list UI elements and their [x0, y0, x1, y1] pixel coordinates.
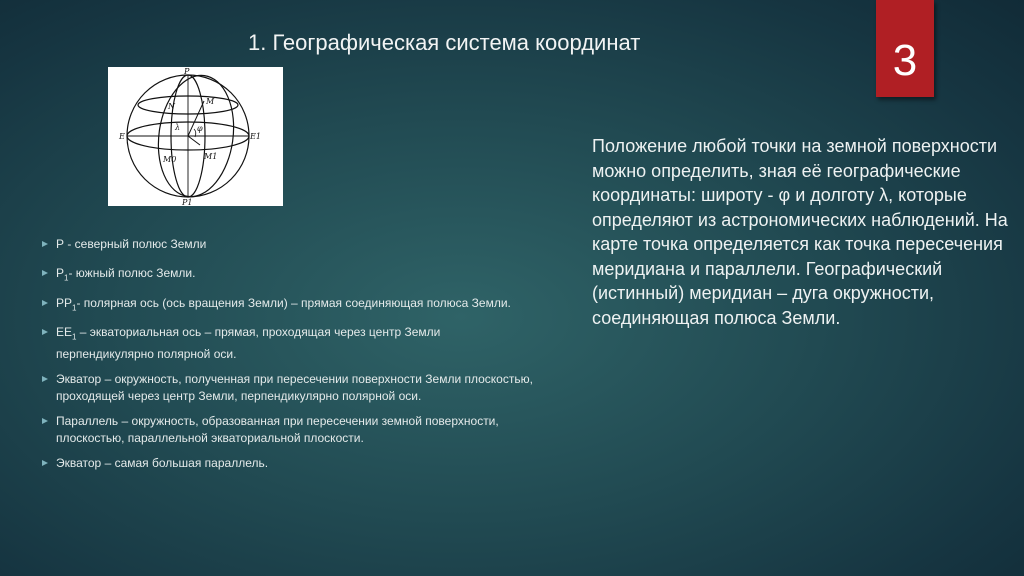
label-m: M	[206, 97, 215, 106]
slide-number-badge	[876, 0, 934, 97]
label-p: P	[184, 67, 190, 76]
list-item: Экватор – окружность, полученная при пересечении поверхности Земли плоскостью, проходящей через центр Земли, перпендикулярно полярной оси.	[40, 371, 540, 405]
radius-to-m1	[188, 136, 200, 145]
definitions-list	[40, 236, 540, 480]
label-n: N	[168, 102, 175, 111]
slide-number: 3	[892, 36, 918, 85]
list-item: Экватор – самая большая параллель.	[40, 455, 540, 472]
label-e: E	[119, 132, 125, 141]
label-m1: M1	[204, 152, 218, 161]
list-item: $PP_1-$ полярная ось (ось вращения Земли) – прямая соединяющая полюса Земли.	[40, 295, 540, 316]
label-m0: M0	[163, 155, 177, 164]
list-item: $EE_1$ – экваториальная ось – прямая, проходящая через центр Земли перпендикулярно полярной оси.	[40, 324, 540, 362]
list-item: P - северный полюс Земли	[40, 236, 540, 257]
label-p1: P1	[182, 198, 193, 206]
coordinates-description: Положение любой точки на земной поверхности можно определить, зная её географические координаты: широту - φ и долготу λ, которые определяют из астрономических наблюдений. На карте точка определяется как точка пересечения меридиана и параллели. Географический (истинный) меридиан – дуга окружности, соединяющая полюса Земли.	[592, 136, 1008, 328]
label-phi: φ	[197, 124, 203, 133]
list-item: Параллель – окружность, образованная при пересечении земной поверхности, плоскостью, параллельной экваториальной плоскости.	[40, 413, 540, 447]
list-item: $P_1-$ южный полюс Земли.	[40, 265, 540, 286]
label-e1: E1	[250, 132, 261, 141]
globe-diagram-svg	[108, 67, 283, 206]
globe-coordinates-diagram	[108, 67, 283, 206]
slide-title: 1. Географическая система координат	[248, 30, 641, 55]
label-lambda: λ	[175, 123, 181, 132]
